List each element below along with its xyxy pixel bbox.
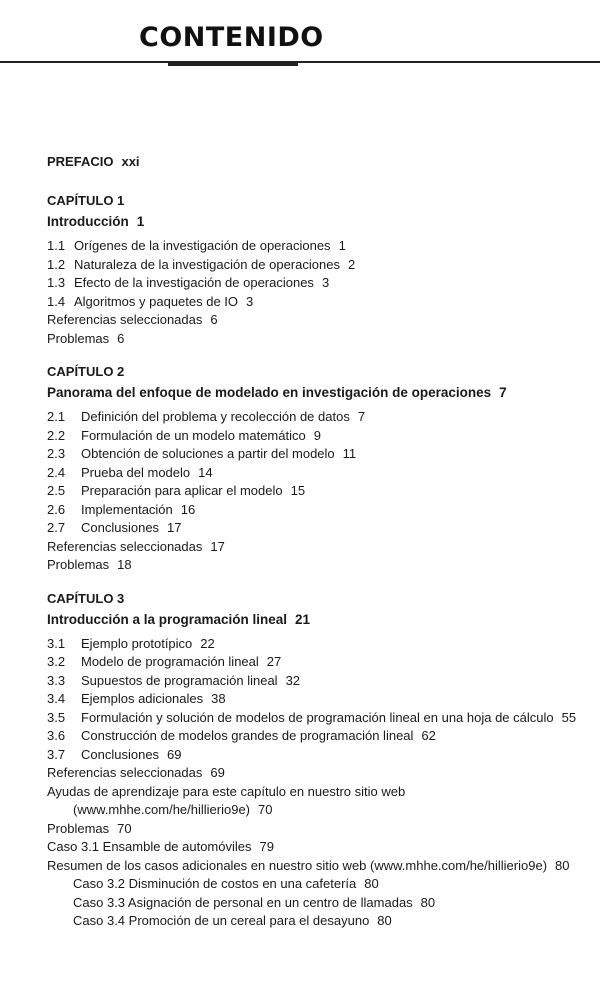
toc-entry[interactable]: 1.1 Orígenes de la investigación de operaciones 1 xyxy=(47,238,346,253)
toc-entry[interactable]: Referencias seleccionadas 69 xyxy=(47,765,225,780)
toc-entry[interactable]: 2.2 Formulación de un modelo matemático 9 xyxy=(47,427,321,443)
chapter-2 xyxy=(47,364,587,575)
toc-entry[interactable]: 2.1 Definición del problema y recolección de datos 7 xyxy=(47,409,366,424)
chapter-1 xyxy=(47,193,587,348)
toc-entry[interactable]: Caso 3.2 Disminución de costos en una cafetería 80 xyxy=(73,876,379,891)
toc-entry[interactable]: 3.5 Formulación y solución de modelos de programación lineal en una hoja de cálculo 55 xyxy=(47,709,577,725)
chapter-3 xyxy=(47,591,587,931)
title-rule-accent xyxy=(168,61,298,66)
chapter-heading: CAPÍTULO 2 xyxy=(47,364,125,379)
chapter-title[interactable]: Panorama del enfoque de modelado en investigación de operaciones 7 xyxy=(47,385,507,400)
toc-content xyxy=(47,154,587,947)
toc-entry[interactable]: Resumen de los casos adicionales en nuestro sitio web (www.mhhe.com/he/hillierio9e) 80 xyxy=(47,857,570,873)
toc-entry[interactable]: 1.4 Algoritmos y paquetes de IO 3 xyxy=(47,293,254,309)
toc-entry[interactable]: Problemas 6 xyxy=(47,330,125,346)
chapter-title[interactable]: Introducción a la programación lineal 21 xyxy=(47,611,311,627)
toc-entry[interactable]: 3.1 Ejemplo prototípico 22 xyxy=(47,635,215,651)
toc-entry[interactable]: Problemas 18 xyxy=(47,557,132,572)
toc-entry[interactable]: Caso 3.1 Ensamble de automóviles 79 xyxy=(47,839,274,854)
toc-entry[interactable]: Referencias seleccionadas 17 xyxy=(47,538,225,554)
page-title: CONTENIDO xyxy=(139,22,324,53)
title-rule xyxy=(0,61,600,63)
toc-entry[interactable]: 2.7 Conclusiones 17 xyxy=(47,520,182,535)
chapter-heading: CAPÍTULO 3 xyxy=(47,590,125,606)
toc-entry[interactable]: 2.3 Obtención de soluciones a partir del modelo 11 xyxy=(47,446,357,461)
preface-label: PREFACIO xyxy=(47,154,114,169)
chapter-heading: CAPÍTULO 1 xyxy=(47,193,125,208)
toc-entry[interactable]: 3.6 Construcción de modelos grandes de programación lineal 62 xyxy=(47,728,436,743)
toc-entry[interactable]: Caso 3.3 Asignación de personal en un centro de llamadas 80 xyxy=(73,894,436,910)
toc-entry[interactable]: Problemas 70 xyxy=(47,820,132,836)
toc-entry[interactable]: 3.7 Conclusiones 69 xyxy=(47,746,182,762)
toc-entry[interactable]: 3.4 Ejemplos adicionales 38 xyxy=(47,691,226,706)
toc-entry[interactable]: Ayudas de aprendizaje para este capítulo en nuestro sitio web (www.mhhe.com/he/hillierio9e) 70 xyxy=(47,783,406,817)
toc-entry[interactable]: Caso 3.4 Promoción de un cereal para el desayuno 80 xyxy=(73,913,392,928)
toc-entry[interactable]: 2.4 Prueba del modelo 14 xyxy=(47,464,213,480)
toc-entry[interactable]: 2.6 Implementación 16 xyxy=(47,501,196,517)
chapter-title[interactable]: Introducción 1 xyxy=(47,214,145,229)
preface-entry[interactable] xyxy=(47,154,587,169)
preface-page: xxi xyxy=(121,154,140,169)
toc-entry[interactable]: 1.2 Naturaleza de la investigación de operaciones 2 xyxy=(47,256,356,272)
toc-entry[interactable]: 3.3 Supuestos de programación lineal 32 xyxy=(47,672,301,688)
toc-entry[interactable]: 1.3 Efecto de la investigación de operaciones 3 xyxy=(47,275,330,290)
toc-entry[interactable]: 2.5 Preparación para aplicar el modelo 15 xyxy=(47,483,306,498)
toc-entry[interactable]: Referencias seleccionadas 6 xyxy=(47,312,218,327)
toc-entry[interactable]: 3.2 Modelo de programación lineal 27 xyxy=(47,654,282,669)
